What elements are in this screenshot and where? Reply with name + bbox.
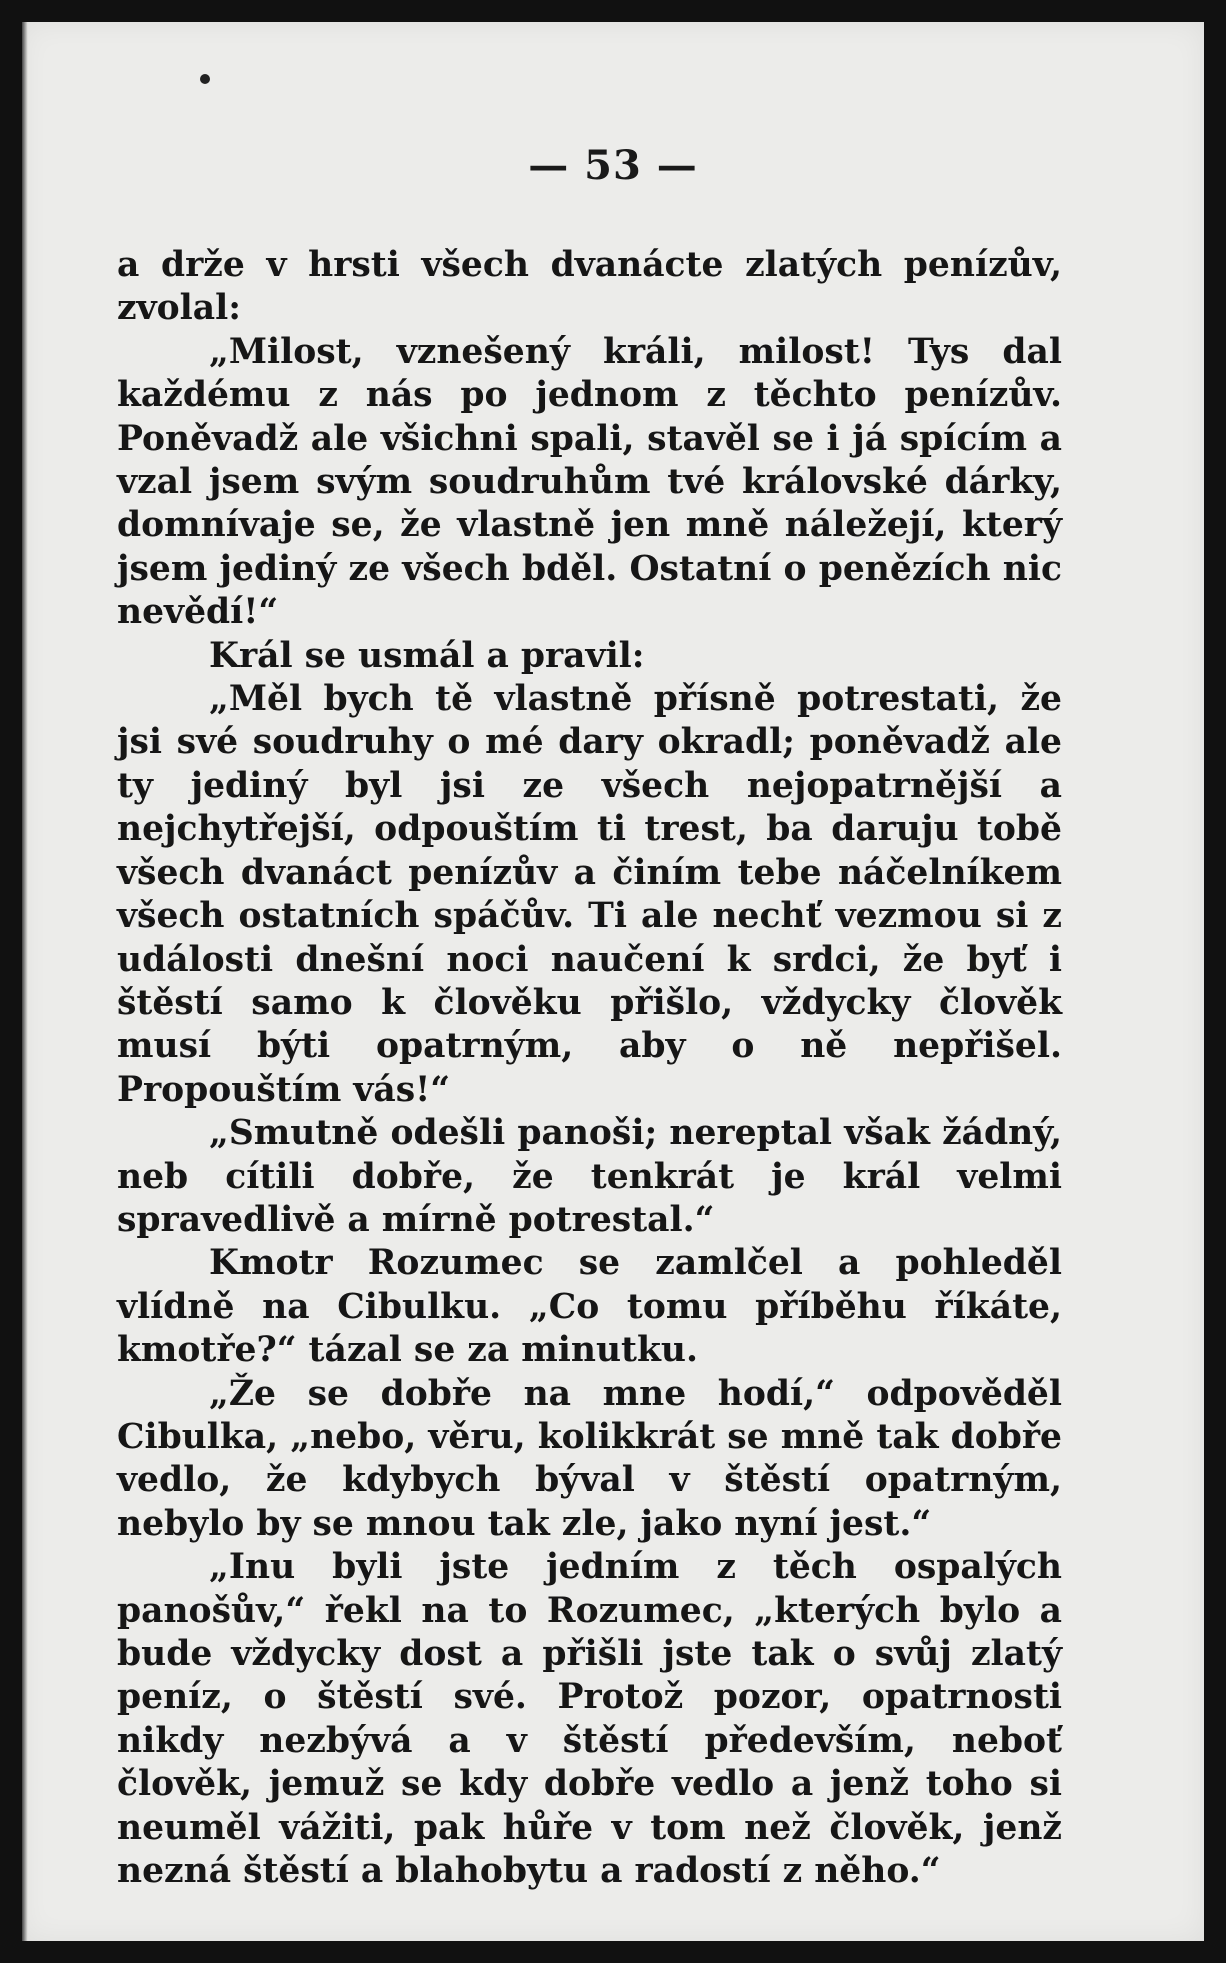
paragraph: Kmotr Rozumec se zamlčel a pohleděl vlídně na Cibulku. „Co tomu příběhu říkáte, kmotře?“ tázal se za minutku. [117, 1243, 1062, 1371]
body-text [117, 244, 1062, 1893]
paragraph: „Milost, vznešený králi, milost! Tys dal každému z nás po jednom z těchto penízův. Poněvadž ale všichni spali, stavěl se i já spícím a vzal jsem svým soudruhům tvé královské dárky, domnívaje se, že vlastně jen mně náležejí, který jsem jediný ze všech bděl. Ostatní o penězích nic nevědí!“ [117, 331, 1062, 633]
paragraph: „Že se dobře na mne hodí,“ odpověděl Cibulka, „nebo, věru, kolikkrát se mně tak dobře vedlo, že kdybych býval v štěstí opatrným, nebylo by se mnou tak zle, jako nyní jest.“ [117, 1373, 1062, 1544]
paragraph: „Inu byli jste jedním z těch ospalých panošův,“ řekl na to Rozumec, „kterých bylo a bude vždycky dost a přišli jste tak o svůj zlatý peníz, o štěstí své. Protož pozor, opatrnosti nikdy nezbývá a v štěstí především, neboť člověk, jemuž se kdy dobře vedlo a jenž toho si neuměl vážiti, pak hůře v tom než člověk, jenž nezná štěstí a blahobytu a radostí z něho.“ [117, 1547, 1062, 1892]
paragraph: „Smutně odešli panoši; nereptal však žádný, neb cítili dobře, že tenkrát je král velmi spravedlivě a mírně potrestal.“ [117, 1113, 1062, 1240]
page-number: — 53 — [528, 142, 698, 189]
paragraph: a drže v hrsti všech dvanácte zlatých penízův, zvolal: [117, 245, 1062, 329]
page-spine-edge [22, 22, 28, 1941]
ink-speck [200, 74, 210, 84]
paragraph: Král se usmál a pravil: [209, 635, 645, 676]
book-page [22, 22, 1204, 1941]
paragraph: „Měl bych tě vlastně přísně potrestati, že jsi své soudruhy o mé dary okradl; poněvadž ale ty jediný byl jsi ze všech nejopatrnější a nejchytřejší, odpouštím ti trest, ba daruju tobě všech dvanáct penízův a činím tebe náčelníkem všech ostatních spáčův. Ti ale nechť vezmou si z události dnešní noci naučení k srdci, že byť i štěstí samo k člověku přišlo, vždycky člověk musí býti opatrným, aby o ně nepřišel. Propouštím vás!“ [117, 679, 1062, 1110]
